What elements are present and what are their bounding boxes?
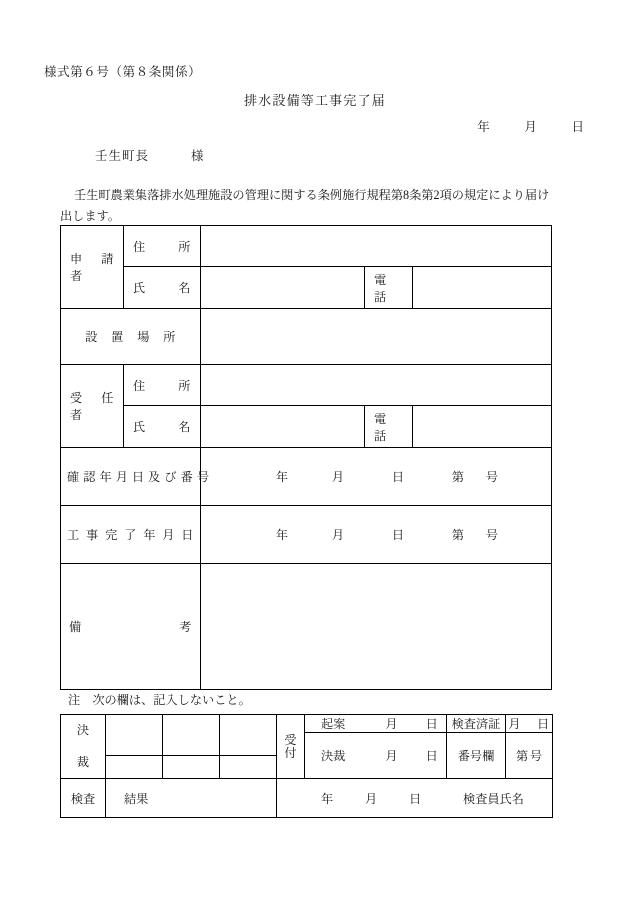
decision-date-line bbox=[305, 747, 446, 764]
inspection-label: 検査 bbox=[70, 791, 96, 806]
intro-paragraph: 壬生町農業集落排水処理施設の管理に関する条例施行規程第8条第2項の規定により届け出します。 bbox=[60, 188, 550, 223]
draft-day-label: 日 bbox=[425, 717, 438, 731]
approval-char-1: 決 bbox=[76, 723, 90, 738]
applicant-address-input[interactable] bbox=[201, 226, 552, 267]
addressee bbox=[95, 146, 205, 164]
approval-label bbox=[61, 715, 105, 778]
remarks-label: 備 考 bbox=[69, 620, 192, 634]
applicant-address-label-cell bbox=[124, 226, 201, 267]
certificate-date-cell[interactable] bbox=[506, 715, 553, 733]
table-row bbox=[61, 309, 552, 365]
install-place-label-cell bbox=[61, 309, 201, 365]
confirm-date-label: 確 認 年 月 日 及 び 番 号 bbox=[67, 470, 210, 484]
applicant-tel-label-cell bbox=[365, 267, 413, 309]
completion-day-label: 日 bbox=[391, 528, 404, 542]
form-number: 様式第６号（第８条関係） bbox=[44, 65, 202, 79]
table-row bbox=[61, 779, 553, 818]
inspection-result-label: 結果 bbox=[124, 791, 149, 806]
contractor-name-label-cell bbox=[124, 406, 201, 448]
note-text: 注 次の欄は、記入しないこと。 bbox=[68, 693, 251, 707]
confirm-no-suffix: 号 bbox=[485, 470, 499, 484]
completion-date-input[interactable] bbox=[201, 506, 552, 564]
decision-day-label: 日 bbox=[425, 749, 438, 763]
number-suffix: 号 bbox=[529, 749, 542, 763]
office-use-table bbox=[60, 714, 553, 818]
inspection-month-label: 月 bbox=[364, 791, 378, 806]
table-row bbox=[61, 448, 552, 506]
decision-date-cell[interactable] bbox=[305, 733, 447, 779]
install-place-input[interactable] bbox=[201, 309, 552, 365]
number-prefix: 第 bbox=[516, 749, 529, 763]
completion-date-label: 工 事 完 了 年 月 日 bbox=[67, 528, 194, 542]
certificate-label-cell bbox=[447, 715, 506, 733]
completion-year-label: 年 bbox=[275, 528, 288, 542]
applicant-label: 申 請 者 bbox=[70, 252, 114, 283]
table-row bbox=[61, 406, 552, 448]
applicant-name-label-cell bbox=[124, 267, 201, 309]
completion-no-suffix: 号 bbox=[485, 528, 499, 542]
submission-date-line bbox=[0, 117, 584, 135]
number-field-input[interactable] bbox=[506, 733, 553, 779]
approval-stamp-box-1[interactable] bbox=[106, 715, 163, 779]
contractor-address-label: 住 所 bbox=[133, 378, 191, 393]
draft-date-line bbox=[305, 715, 446, 732]
certificate-day-label: 日 bbox=[537, 717, 550, 731]
confirm-date-input[interactable] bbox=[201, 448, 552, 506]
applicant-tel-label: 電 話 bbox=[374, 272, 400, 304]
inspection-result-cell[interactable] bbox=[106, 779, 277, 818]
contractor-tel-input[interactable] bbox=[413, 406, 552, 448]
approval-char-2: 裁 bbox=[76, 754, 90, 769]
inspection-label-cell bbox=[61, 779, 106, 818]
approval-label-cell bbox=[61, 715, 106, 779]
contractor-address-label-cell bbox=[124, 365, 201, 406]
stamp-box bbox=[163, 737, 219, 756]
date-day-label: 日 bbox=[571, 120, 584, 134]
completion-date-label-cell bbox=[61, 506, 201, 564]
contractor-address-input[interactable] bbox=[201, 365, 552, 406]
draft-date-cell[interactable] bbox=[305, 715, 447, 733]
addressee-name: 壬生町長 bbox=[95, 149, 150, 163]
approval-stamp-box-3[interactable] bbox=[220, 715, 277, 779]
inspector-name-label: 検査員氏名 bbox=[463, 791, 524, 806]
stamp-header-1 bbox=[106, 737, 162, 756]
date-year-label: 年 bbox=[477, 120, 490, 134]
remarks-label-cell bbox=[61, 564, 201, 690]
table-row bbox=[61, 715, 553, 733]
completion-no-prefix: 第 bbox=[451, 528, 464, 542]
contractor-tel-label: 電 話 bbox=[374, 411, 400, 443]
receipt-label bbox=[277, 734, 304, 760]
confirm-year-label: 年 bbox=[275, 470, 288, 484]
main-form-table bbox=[60, 225, 552, 690]
contractor-label: 受 任 者 bbox=[70, 391, 114, 422]
page-title: 排水設備等工事完了届 bbox=[243, 93, 386, 108]
table-row bbox=[61, 564, 552, 690]
receipt-label-cell bbox=[277, 715, 305, 779]
install-place-label: 設 置 場 所 bbox=[85, 330, 176, 344]
number-field-label-cell bbox=[447, 733, 506, 779]
table-row bbox=[61, 365, 552, 406]
inspection-day-label: 日 bbox=[408, 791, 422, 806]
stamp-box bbox=[220, 737, 276, 756]
contractor-name-label: 氏 名 bbox=[133, 420, 191, 434]
stamp-box bbox=[106, 737, 162, 756]
confirm-no-prefix: 第 bbox=[451, 470, 464, 484]
stamp-header-2 bbox=[163, 737, 219, 756]
receipt-char-1: 受 bbox=[284, 732, 297, 747]
table-row bbox=[61, 226, 552, 267]
inspection-date-cell[interactable] bbox=[277, 779, 553, 818]
applicant-name-label: 氏 名 bbox=[133, 281, 191, 295]
applicant-tel-input[interactable] bbox=[413, 267, 552, 309]
stamp-header-3 bbox=[220, 737, 276, 756]
table-row bbox=[61, 506, 552, 564]
confirm-day-label: 日 bbox=[391, 470, 404, 484]
receipt-char-2: 付 bbox=[284, 745, 297, 760]
completion-month-label: 月 bbox=[331, 528, 344, 542]
date-month-label: 月 bbox=[524, 120, 537, 134]
number-field-label: 番号欄 bbox=[457, 749, 495, 763]
contractor-tel-label-cell bbox=[365, 406, 413, 448]
certificate-label: 検査済証 bbox=[451, 717, 501, 731]
table-row bbox=[61, 267, 552, 309]
remarks-input[interactable] bbox=[201, 564, 552, 690]
decision-month-label: 月 bbox=[385, 749, 398, 763]
number-field-line bbox=[506, 747, 552, 764]
certificate-month-label: 月 bbox=[508, 717, 521, 731]
confirm-month-label: 月 bbox=[331, 470, 344, 484]
certificate-date-line bbox=[506, 715, 552, 732]
addressee-honorific: 様 bbox=[191, 149, 205, 163]
draft-month-label: 月 bbox=[385, 717, 398, 731]
decision-label: 決裁 bbox=[321, 749, 346, 763]
applicant-address-label: 住 所 bbox=[133, 239, 191, 254]
contractor-name-input[interactable] bbox=[201, 406, 365, 448]
applicant-label-cell bbox=[61, 226, 124, 309]
applicant-name-input[interactable] bbox=[201, 267, 365, 309]
inspection-year-label: 年 bbox=[320, 791, 334, 806]
approval-stamp-box-2[interactable] bbox=[163, 715, 220, 779]
confirm-date-label-cell bbox=[61, 448, 210, 506]
contractor-label-cell bbox=[61, 365, 124, 448]
draft-label: 起案 bbox=[321, 717, 346, 731]
